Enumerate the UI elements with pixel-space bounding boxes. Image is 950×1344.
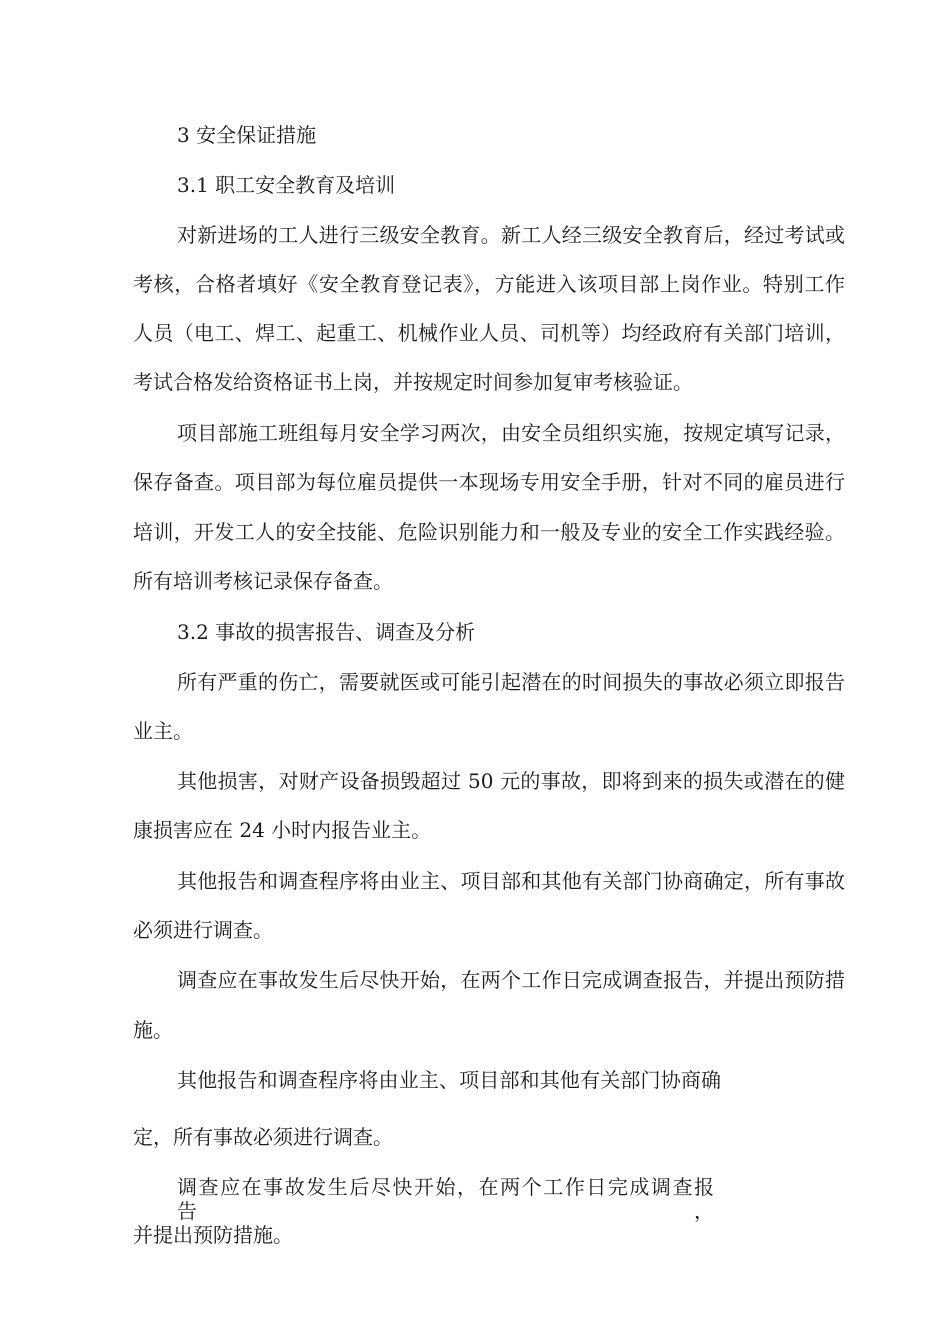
- paragraph-line: 其他报告和调查程序将由业主、项目部和其他有关部门协商确定，所有事故: [177, 869, 845, 893]
- paragraph-line: 并提出预防措施。: [133, 1223, 293, 1247]
- section-heading-3-1: 3.1 职工安全教育及培训: [177, 173, 396, 197]
- paragraph-line: 考核，合格者填好《安全教育登记表》，方能进入该项目部上岗作业。特别工作: [133, 272, 845, 296]
- paragraph-line: 人员（电工、焊工、起重工、机械作业人员、司机等）均经政府有关部门培训，: [133, 321, 845, 345]
- paragraph-line: 项目部施工班组每月安全学习两次，由安全员组织实施，按规定填写记录，: [177, 421, 845, 445]
- paragraph-line: 保存备查。项目部为每位雇员提供一本现场专用安全手册，针对不同的雇员进行: [133, 470, 845, 494]
- paragraph-line: 定，所有事故必须进行调查。: [133, 1125, 393, 1149]
- paragraph-line: 培训，开发工人的安全技能、危险识别能力和一般及专业的安全工作实践经验。: [133, 520, 845, 544]
- paragraph-line: 其他报告和调查程序将由业主、项目部和其他有关部门协商确: [177, 1068, 721, 1092]
- paragraph-line: 所有培训考核记录保存备查。: [133, 569, 393, 593]
- paragraph-line: 康损害应在 24 小时内报告业主。: [133, 818, 432, 842]
- section-heading-3-2: 3.2 事故的损害报告、调查及分析: [177, 620, 476, 644]
- paragraph-line: 调查应在事故发生后尽快开始，在两个工作日完成调查报告，并提出预防措: [177, 968, 845, 992]
- paragraph-line: 施。: [133, 1018, 173, 1042]
- paragraph-line: 业主。: [133, 719, 193, 743]
- paragraph-line: 所有严重的伤亡，需要就医或可能引起潜在的时间损失的事故必须立即报告: [177, 670, 845, 694]
- paragraph-line: 对新进场的工人进行三级安全教育。新工人经三级安全教育后，经过考试或: [177, 223, 845, 247]
- paragraph-line: 其他损害，对财产设备损毁超过 50 元的事故，即将到来的损失或潜在的健: [177, 769, 845, 793]
- section-heading-3: 3 安全保证措施: [177, 123, 317, 147]
- paragraph-line: 考试合格发给资格证书上岗，并按规定时间参加复审考核验证。: [133, 370, 693, 394]
- paragraph-line: 必须进行调查。: [133, 918, 273, 942]
- paragraph-line: 调查应在事故发生后尽快开始，在两个工作日完成调查报告，: [177, 1175, 714, 1223]
